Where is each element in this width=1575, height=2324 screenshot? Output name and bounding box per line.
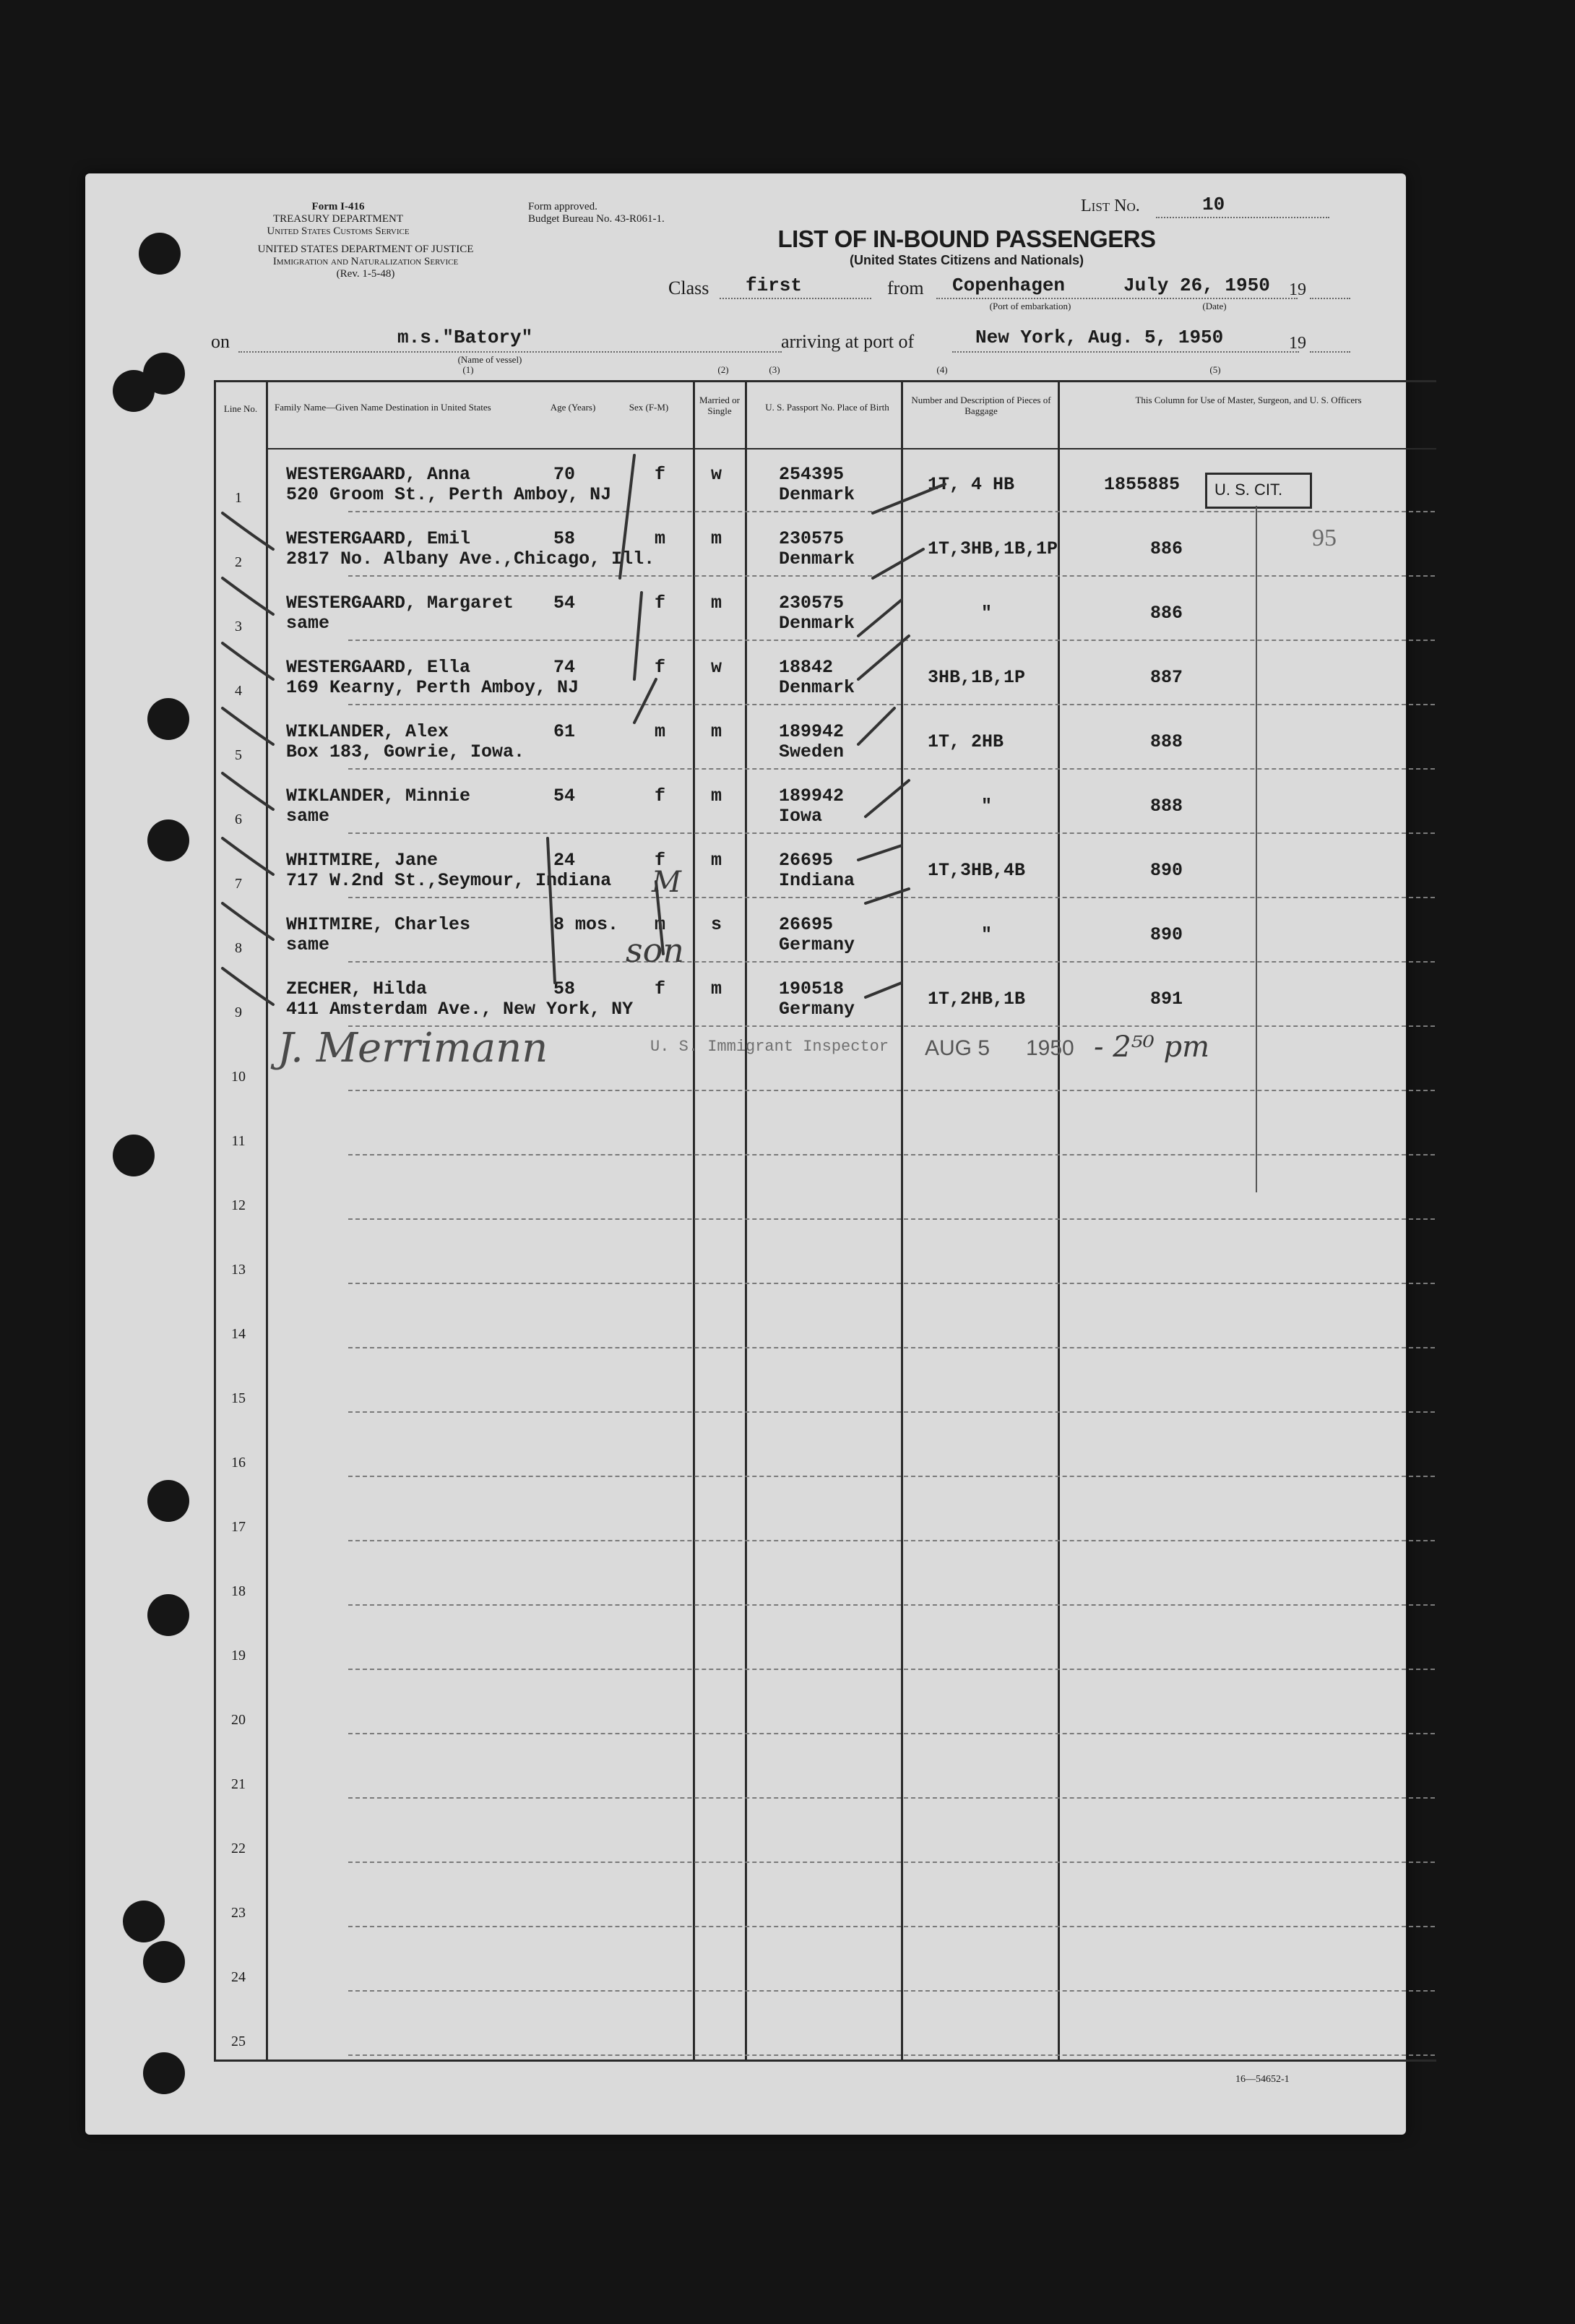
row-divider: [348, 2054, 1435, 2056]
line-number: 8: [235, 940, 242, 956]
cell-baggage: 1T, 4 HB: [928, 474, 1015, 495]
cell-sex: f: [655, 657, 666, 678]
cell-ms: m: [711, 721, 722, 742]
header-age: Age (Years): [550, 402, 596, 413]
cell-dest: 169 Kearny, Perth Amboy, NJ: [286, 677, 579, 698]
passport-stroke: [858, 708, 894, 744]
line-number: 1: [235, 490, 242, 506]
cell-passport: 230575: [779, 528, 845, 549]
line-number: 22: [231, 1841, 246, 1856]
vessel-caption: (Name of vessel): [457, 354, 522, 365]
cell-birth: Germany: [779, 934, 855, 955]
cell-dest: 717 W.2nd St.,Seymour, Indiana: [286, 870, 612, 891]
cell-baggage: 1T,2HB,1B: [928, 989, 1026, 1010]
col-number-3: (3): [769, 364, 780, 375]
cell-name: WESTERGAARD, Emil: [286, 528, 471, 549]
line-number: 24: [231, 1969, 246, 1985]
check-mark: [223, 513, 273, 549]
sex-column-stroke: [655, 882, 666, 954]
row-divider: [348, 1862, 1435, 1863]
cell-ms: m: [711, 850, 722, 871]
manifest-page: [85, 173, 1406, 2135]
line-number: 12: [231, 1197, 246, 1213]
check-mark: [223, 578, 273, 614]
cell-age: 61: [553, 721, 576, 742]
line-number: 17: [231, 1519, 246, 1535]
cell-sex: m: [655, 528, 666, 549]
cell-officer: 886: [1150, 603, 1183, 624]
check-mark: [223, 773, 273, 809]
stamp-date: AUG 5: [925, 1036, 991, 1060]
cell-officer: 890: [1150, 860, 1183, 881]
cell-ms: w: [711, 464, 722, 485]
cell-age: 74: [553, 657, 576, 678]
passport-stroke: [873, 484, 945, 513]
passport-stroke: [858, 600, 902, 636]
row-divider: [348, 1283, 1435, 1284]
cell-age: 54: [553, 786, 576, 806]
row-divider: [348, 1990, 1435, 1992]
cell-birth: Denmark: [779, 484, 855, 505]
line-number: 21: [231, 1776, 246, 1792]
punch-hole: [123, 1901, 165, 1942]
header-sex: Sex (F-M): [629, 402, 669, 413]
arrival-port-date: New York, Aug. 5, 1950: [975, 327, 1224, 348]
cell-age: 58: [553, 528, 576, 549]
line-number: 14: [231, 1326, 246, 1342]
cell-officer: 1855885: [1104, 474, 1181, 495]
cell-birth: Denmark: [779, 677, 855, 698]
line-number: 19: [231, 1648, 246, 1664]
cell-sex: f: [655, 593, 666, 614]
line-number: 23: [231, 1905, 246, 1921]
header-baggage: Number and Description of Pieces of Baggage: [911, 395, 1051, 416]
punch-hole: [113, 370, 155, 412]
header-line-no: Line No.: [223, 403, 258, 414]
cell-name: WESTERGAARD, Ella: [286, 657, 471, 678]
ins-service: Immigration and Naturalization Service: [272, 256, 459, 267]
cell-ms: w: [711, 657, 722, 678]
row-divider: [348, 1218, 1435, 1220]
line-number: 13: [231, 1262, 246, 1278]
header-passport: U. S. Passport No. Place of Birth: [765, 402, 889, 413]
cell-age: 54: [553, 593, 576, 614]
cell-baggage: 1T, 2HB: [928, 731, 1004, 752]
punch-hole: [113, 1135, 155, 1176]
row-divider: [348, 1669, 1435, 1670]
cell-baggage: ": [981, 924, 993, 945]
col-number-5: (5): [1209, 364, 1221, 375]
punch-hole: [147, 1480, 189, 1522]
cell-dest: same: [286, 806, 330, 827]
page-subtitle: (United States Citizens and Nationals): [849, 253, 1084, 267]
col-number-2: (2): [717, 364, 729, 375]
sex-column-stroke: [620, 455, 656, 723]
passport-stroke: [873, 549, 923, 578]
footer-code: 16—54652-1: [1235, 2074, 1290, 2085]
row-divider: [348, 1347, 1435, 1348]
class-label: Class: [668, 277, 709, 298]
check-mark: [223, 903, 273, 939]
page-title: LIST OF IN-BOUND PASSENGERS: [777, 225, 1156, 252]
inspector-label: U. S. Immigrant Inspector: [650, 1038, 889, 1056]
date-caption: (Date): [1202, 301, 1227, 311]
header-name: Family Name—Given Name Destination in United States: [275, 402, 491, 413]
cell-passport: 189942: [779, 721, 845, 742]
age-bracket: [548, 838, 555, 983]
cell-officer: 886: [1150, 538, 1183, 559]
punch-hole: [147, 698, 189, 740]
passport-stroke: [858, 636, 909, 679]
cell-officer: 888: [1150, 731, 1183, 752]
passport-stroke: [866, 983, 902, 997]
cell-sex: f: [655, 850, 666, 871]
col-number-4: (4): [936, 364, 948, 375]
line-number: 10: [231, 1069, 246, 1085]
year-label-2: 19: [1289, 334, 1306, 353]
cell-birth: Denmark: [779, 613, 855, 634]
cell-dest: 2817 No. Albany Ave.,Chicago, Ill.: [286, 548, 655, 569]
son-note: son: [626, 931, 684, 970]
cell-birth: Germany: [779, 999, 855, 1020]
row-divider: [348, 1733, 1435, 1734]
cell-passport: 26695: [779, 914, 834, 935]
class-value: first: [746, 275, 803, 296]
embark-port: Copenhagen: [952, 275, 1066, 296]
cell-officer: 888: [1150, 796, 1183, 817]
row-divider: [348, 1476, 1435, 1477]
cell-ms: m: [711, 786, 722, 806]
cell-officer: 890: [1150, 924, 1183, 945]
cell-name: ZECHER, Hilda: [286, 978, 428, 999]
cell-sex: f: [655, 464, 666, 485]
cell-officer: 891: [1150, 989, 1183, 1010]
cell-dest: 411 Amsterdam Ave., New York, NY: [286, 999, 634, 1020]
cell-baggage: 1T,3HB,1B,1P: [928, 538, 1058, 559]
form-approved: Form approved.: [528, 201, 597, 212]
stamp-year: 1950: [1026, 1036, 1074, 1060]
line-number: 11: [231, 1133, 246, 1149]
line-number: 16: [231, 1455, 246, 1471]
line-number: 7: [235, 876, 242, 892]
cell-passport: 254395: [779, 464, 845, 485]
row-divider: [348, 1154, 1435, 1155]
m-note: M: [652, 866, 681, 899]
header-officers: This Column for Use of Master, Surgeon, and U. S. Officers: [1135, 395, 1362, 405]
passport-stroke: [866, 889, 909, 903]
line-number: 25: [231, 2033, 246, 2049]
row-divider: [348, 1411, 1435, 1413]
line-number: 5: [235, 747, 242, 763]
check-mark: [223, 708, 273, 744]
cell-birth: Sweden: [779, 741, 845, 762]
cell-sex: m: [655, 914, 666, 935]
side-number: 95: [1312, 525, 1337, 551]
cell-name: WIKLANDER, Minnie: [286, 786, 471, 806]
cell-officer: 887: [1150, 667, 1183, 688]
line-number: 15: [231, 1390, 246, 1406]
cell-age: 8 mos.: [553, 914, 619, 935]
year-label-1: 19: [1289, 280, 1306, 299]
row-divider: [348, 1926, 1435, 1927]
justice-dept: UNITED STATES DEPARTMENT OF JUSTICE: [257, 244, 474, 255]
cell-age: 70: [553, 464, 576, 485]
from-label: from: [887, 277, 924, 298]
arriving-label: arriving at port of: [781, 331, 915, 352]
punch-hole: [143, 2052, 185, 2094]
revision: (Rev. 1-5-48): [336, 268, 395, 280]
cell-sex: m: [655, 721, 666, 742]
cell-name: WESTERGAARD, Margaret: [286, 593, 514, 614]
list-no-value: 10: [1202, 194, 1225, 215]
line-number: 3: [235, 619, 242, 634]
embark-date: July 26, 1950: [1123, 275, 1270, 296]
cell-ms: m: [711, 593, 722, 614]
form-number: Form I-416: [311, 201, 365, 212]
cell-dest: 520 Groom St., Perth Amboy, NJ: [286, 484, 612, 505]
row-divider: [348, 1604, 1435, 1606]
cell-passport: 190518: [779, 978, 845, 999]
row-divider: [348, 1540, 1435, 1541]
punch-hole: [143, 1941, 185, 1983]
cell-passport: 230575: [779, 593, 845, 614]
cell-birth: Indiana: [779, 870, 855, 891]
header-married: Married or Single: [699, 395, 740, 416]
cell-passport: 26695: [779, 850, 834, 871]
line-number: 2: [235, 554, 242, 570]
cell-name: WHITMIRE, Charles: [286, 914, 471, 935]
inspector-signature: J. Merrimann: [277, 1025, 548, 1072]
cell-age: 24: [553, 850, 576, 871]
customs-service: United States Customs Service: [267, 225, 410, 237]
time-note: - 2⁵⁰ pm: [1094, 1030, 1209, 1064]
cell-baggage: ": [981, 796, 993, 817]
punch-hole: [147, 819, 189, 861]
on-label: on: [211, 331, 230, 352]
passport-stroke: [866, 780, 909, 817]
row-divider: [348, 1797, 1435, 1799]
punch-hole: [147, 1594, 189, 1636]
embark-caption: (Port of embarkation): [989, 301, 1071, 311]
cell-baggage: 3HB,1B,1P: [928, 667, 1026, 688]
cell-passport: 18842: [779, 657, 834, 678]
cell-baggage: ": [981, 603, 993, 624]
line-number: 18: [231, 1583, 246, 1599]
check-mark: [223, 968, 273, 1004]
cell-sex: f: [655, 786, 666, 806]
cell-birth: Iowa: [779, 806, 823, 827]
cell-name: WESTERGAARD, Anna: [286, 464, 471, 485]
punch-hole: [139, 233, 181, 275]
cell-baggage: 1T,3HB,4B: [928, 860, 1026, 881]
cell-sex: f: [655, 978, 666, 999]
cell-dest: same: [286, 934, 330, 955]
budget-bureau: Budget Bureau No. 43-R061-1.: [528, 213, 665, 225]
cell-dest: Box 183, Gowrie, Iowa.: [286, 741, 525, 762]
us-citizen-stamp-text: U. S. CIT.: [1214, 481, 1283, 499]
treasury-dept: TREASURY DEPARTMENT: [272, 213, 404, 225]
check-marks: [85, 173, 1406, 1113]
check-mark: [223, 643, 273, 679]
cell-ms: s: [711, 914, 722, 935]
col-number-1: (1): [462, 364, 474, 375]
cell-dest: same: [286, 613, 330, 634]
check-mark: [223, 838, 273, 874]
cell-ms: m: [711, 528, 722, 549]
cell-age: 58: [553, 978, 576, 999]
cell-name: WIKLANDER, Alex: [286, 721, 449, 742]
cell-birth: Denmark: [779, 548, 855, 569]
line-number: 9: [235, 1004, 242, 1020]
list-no-label: List No.: [1081, 197, 1140, 215]
cell-name: WHITMIRE, Jane: [286, 850, 439, 871]
cell-passport: 189942: [779, 786, 845, 806]
line-number: 6: [235, 812, 242, 827]
cell-ms: m: [711, 978, 722, 999]
vessel-name: m.s."Batory": [397, 327, 533, 348]
line-number: 20: [231, 1712, 246, 1728]
line-number: 4: [235, 683, 242, 699]
passport-stroke: [858, 845, 902, 860]
